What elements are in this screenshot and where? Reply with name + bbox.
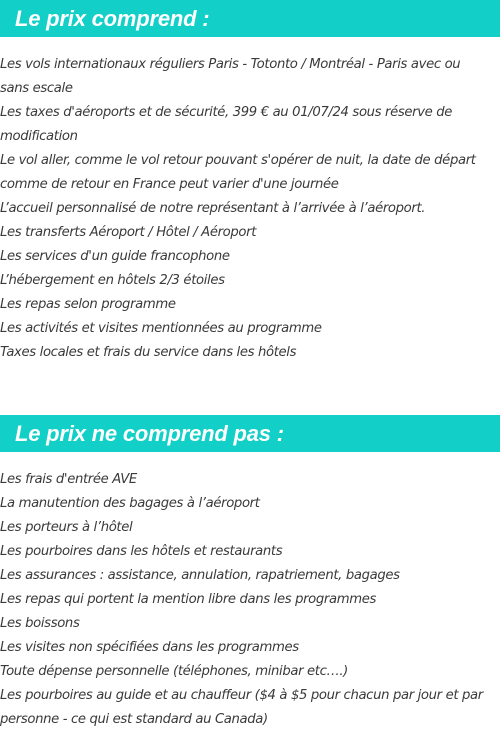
list-item: Les taxes d'aéroports et de sécurité, 399 € au 01/07/24 sous réserve de modification [0, 105, 453, 144]
list-item: Taxes locales et frais du service dans les hôtels [0, 345, 297, 360]
list-item: La manutention des bagages à l’aéroport [0, 496, 260, 511]
excludes-list [0, 468, 486, 732]
list-item: Les activités et visites mentionnées au programme [0, 321, 322, 336]
list-item: Les pourboires dans les hôtels et restaurants [0, 544, 283, 559]
list-item: Les vols internationaux réguliers Paris - Totonto / Montréal - Paris avec ou sans escale [0, 57, 461, 96]
list-item: L’accueil personnalisé de notre représentant à l’arrivée à l’aéroport. [0, 201, 426, 216]
list-item: Les visites non spécifiées dans les programmes [0, 640, 299, 655]
list-item: Toute dépense personnelle (téléphones, minibar etc….) [0, 664, 348, 679]
list-item: Le vol aller, comme le vol retour pouvant s'opérer de nuit, la date de départ comme de retour en France peut varier d'une journée [0, 153, 476, 192]
list-item: Les pourboires au guide et au chauffeur ($4 à $5 pour chacun par jour et par personne - ce qui est standard au Canada) [0, 688, 483, 727]
includes-list [0, 53, 486, 365]
list-item: Les boissons [0, 616, 80, 631]
list-item: Les services d'un guide francophone [0, 249, 230, 264]
list-item: Les porteurs à l’hôtel [0, 520, 133, 535]
list-item: Les repas selon programme [0, 297, 176, 312]
list-item: Les frais d'entrée AVE [0, 472, 137, 487]
list-item: L’hébergement en hôtels 2/3 étoiles [0, 273, 225, 288]
excludes-heading: Le prix ne comprend pas : [0, 415, 500, 452]
list-item: Les assurances : assistance, annulation, rapatriement, bagages [0, 568, 400, 583]
list-item: Les transferts Aéroport / Hôtel / Aéroport [0, 225, 257, 240]
includes-heading: Le prix comprend : [0, 0, 500, 37]
list-item: Les repas qui portent la mention libre dans les programmes [0, 592, 376, 607]
